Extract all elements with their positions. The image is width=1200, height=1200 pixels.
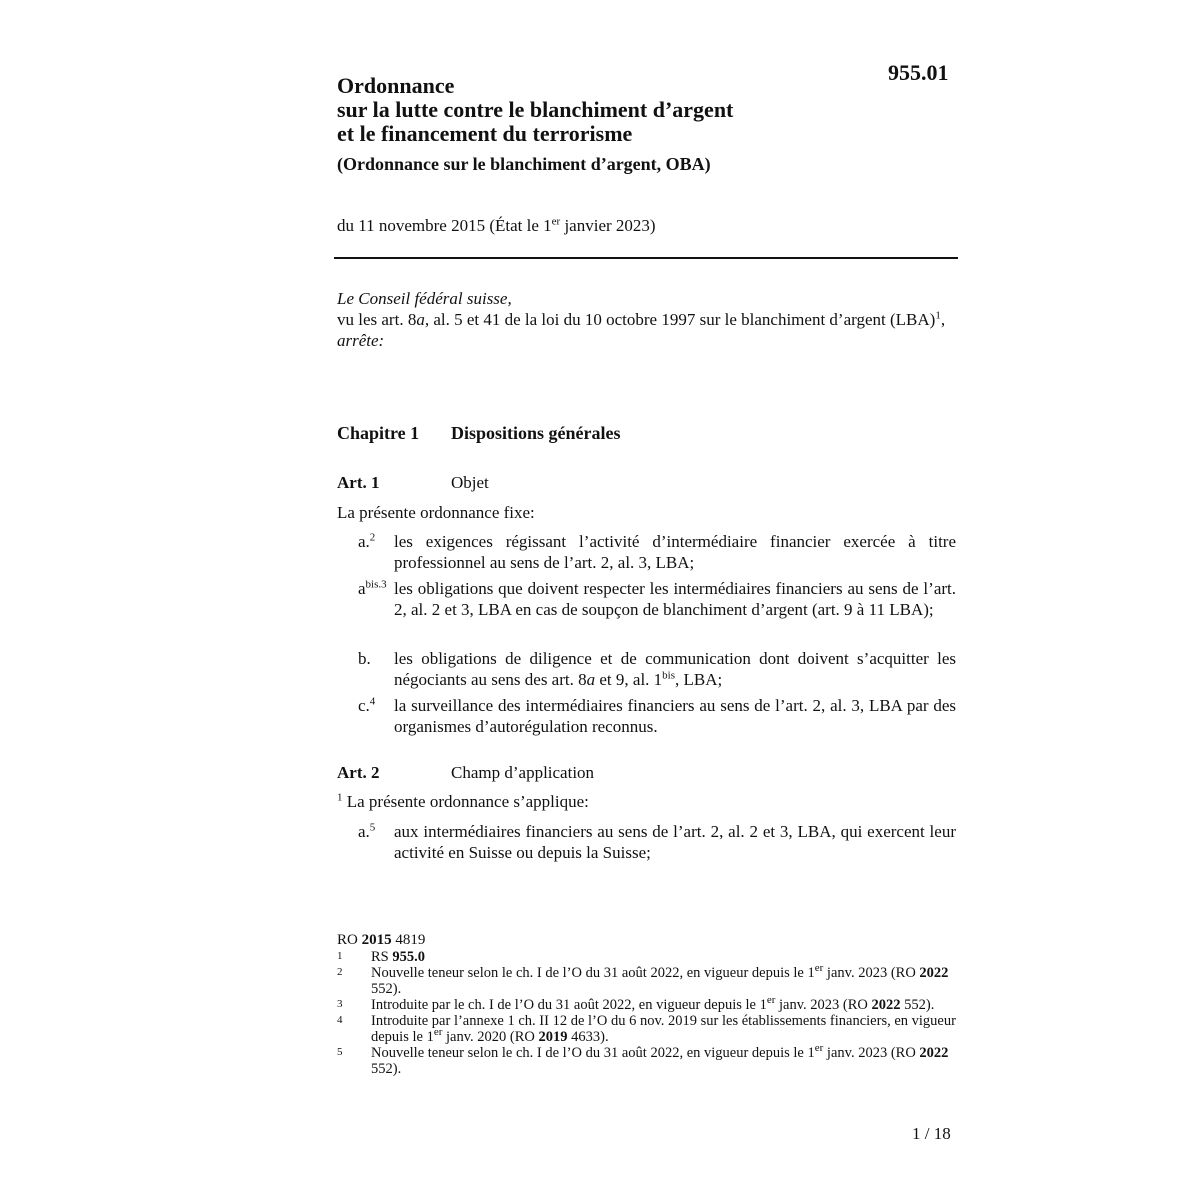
footnote-text: RS 955.0 [371,949,425,965]
footnote-text: Nouvelle teneur selon le ch. I de l’O du 31 août 2022, en vigueur depuis le 1er janv. 2023 (RO 2022 552). [371,1042,949,1077]
item-marker: a.$^2$ [358,531,376,551]
footnote-number: 4 [337,1014,343,1026]
item-marker: c.$^4$ [358,695,376,715]
date-prefix: du 11 novembre 2015 (État le 1 [337,216,552,235]
footnote-ref-2[interactable]: 2 [369,531,376,544]
date-sup: er [551,215,561,228]
title-line-3: et le financement du terrorisme [337,121,633,146]
document-title [337,74,733,146]
preamble-authority: Le Conseil fédéral suisse, [337,289,512,308]
marker-sup-bis: bis [365,578,379,591]
footnote-ref-1[interactable]: 1 [935,309,941,322]
footnote [337,962,957,997]
article-1-heading [337,473,489,493]
basis-end: , [940,310,946,329]
item-marker: a.$^5$ [358,821,376,841]
preamble-decree: arrête: [337,331,385,350]
basis-italic: a [416,310,425,329]
footnote-text: Introduite par l’annexe 1 ch. II 12 de l’O du 6 nov. 2019 sur les établissements financiers, en vigueur depuis le 1er janv. 2020 (RO 2019 4633). [371,1013,956,1045]
article-2-title: Champ d’application [451,763,595,782]
list-item [358,821,956,863]
footnote-text: Nouvelle teneur selon le ch. I de l’O du 31 août 2022, en vigueur depuis le 1er janv. 2023 (RO 2022 552). [371,962,949,997]
article-1-intro: La présente ordonnance fixe: [337,503,535,522]
ro-reference: RO 2015 4819 [337,932,426,948]
title-line-1: Ordonnance [337,73,455,98]
chapter-title: Dispositions générales [451,423,621,443]
preamble-basis [337,309,957,330]
footnote [337,1013,957,1045]
article-2-intro: $^1$ La présente ordonnance s’applique: [337,791,589,811]
article-2-number: Art. 2 [337,763,380,782]
article-1-title: Objet [451,473,489,492]
footnote-number: 5 [337,1046,343,1058]
date-suffix: janvier 2023) [560,216,656,235]
item-text: la surveillance des intermédiaires financiers au sens de l’art. 2, al. 3, LBA par des organismes d’autorégulation reconnus. [394,696,956,736]
document-date [337,216,656,236]
item-text: aux intermédiaires financiers au sens de l’art. 2, al. 2 et 3, LBA, qui exercent leur activité en Suisse ou depuis la Suisse; [394,822,956,862]
article-2-heading [337,763,594,783]
footnote-ref-4[interactable]: 4 [369,695,376,708]
article-1-number: Art. 1 [337,473,380,492]
item-marker: b. [358,649,371,668]
basis-part-2: , al. 5 et 41 de la loi du 10 octobre 1997 sur le blanchiment d’argent (LBA) [424,310,936,329]
title-line-2: sur la lutte contre le blanchiment d’argent [337,97,734,122]
document-subtitle: (Ordonnance sur le blanchiment d’argent, OBA) [337,154,711,174]
footnote-ref-5[interactable]: 5 [369,821,376,834]
footnote-number: 2 [337,966,343,978]
footnote [337,994,957,1013]
footnote-number: 3 [337,998,343,1010]
footnote-text: Introduite par le ch. I de l’O du 31 août 2022, en vigueur depuis le 1er janv. 2023 (RO 2022 552). [371,994,935,1013]
chapter-heading [337,423,621,444]
list-item [358,695,956,737]
list-item [358,578,956,620]
item-text: les obligations que doivent respecter les intermédiaires financiers au sens de l’art. 2, al. 2 et 3, LBA en cas de soupçon de blanchiment d’argent (art. 9 à 11 LBA); [394,579,956,619]
footnotes [337,931,957,1077]
footnote-ref-3[interactable]: .3 [378,578,387,591]
item-text: les obligations de diligence et de communication dont doivent s’acquitter les négociants au sens des art. 8a et 9, al. $1^{bis}$, LBA; [394,649,956,689]
document-code: 955.01 [888,60,949,85]
page-number: 1 / 18 [912,1124,951,1143]
footnote [337,1042,957,1077]
header-divider [334,257,958,259]
preamble [337,288,957,351]
paragraph-number: 1 [337,791,343,804]
item-marker: $a^{bis.3}$ [358,578,387,598]
footnote-number: 1 [337,950,343,962]
footnote [337,949,957,965]
basis-part-1: vu les art. 8 [337,310,417,329]
item-text: les exigences régissant l’activité d’intermédiaire financier exercée à titre professionnel au sens de l’art. 2, al. 3, LBA; [394,532,956,572]
chapter-label: Chapitre 1 [337,423,420,443]
list-item [358,531,956,573]
list-item [358,648,956,690]
